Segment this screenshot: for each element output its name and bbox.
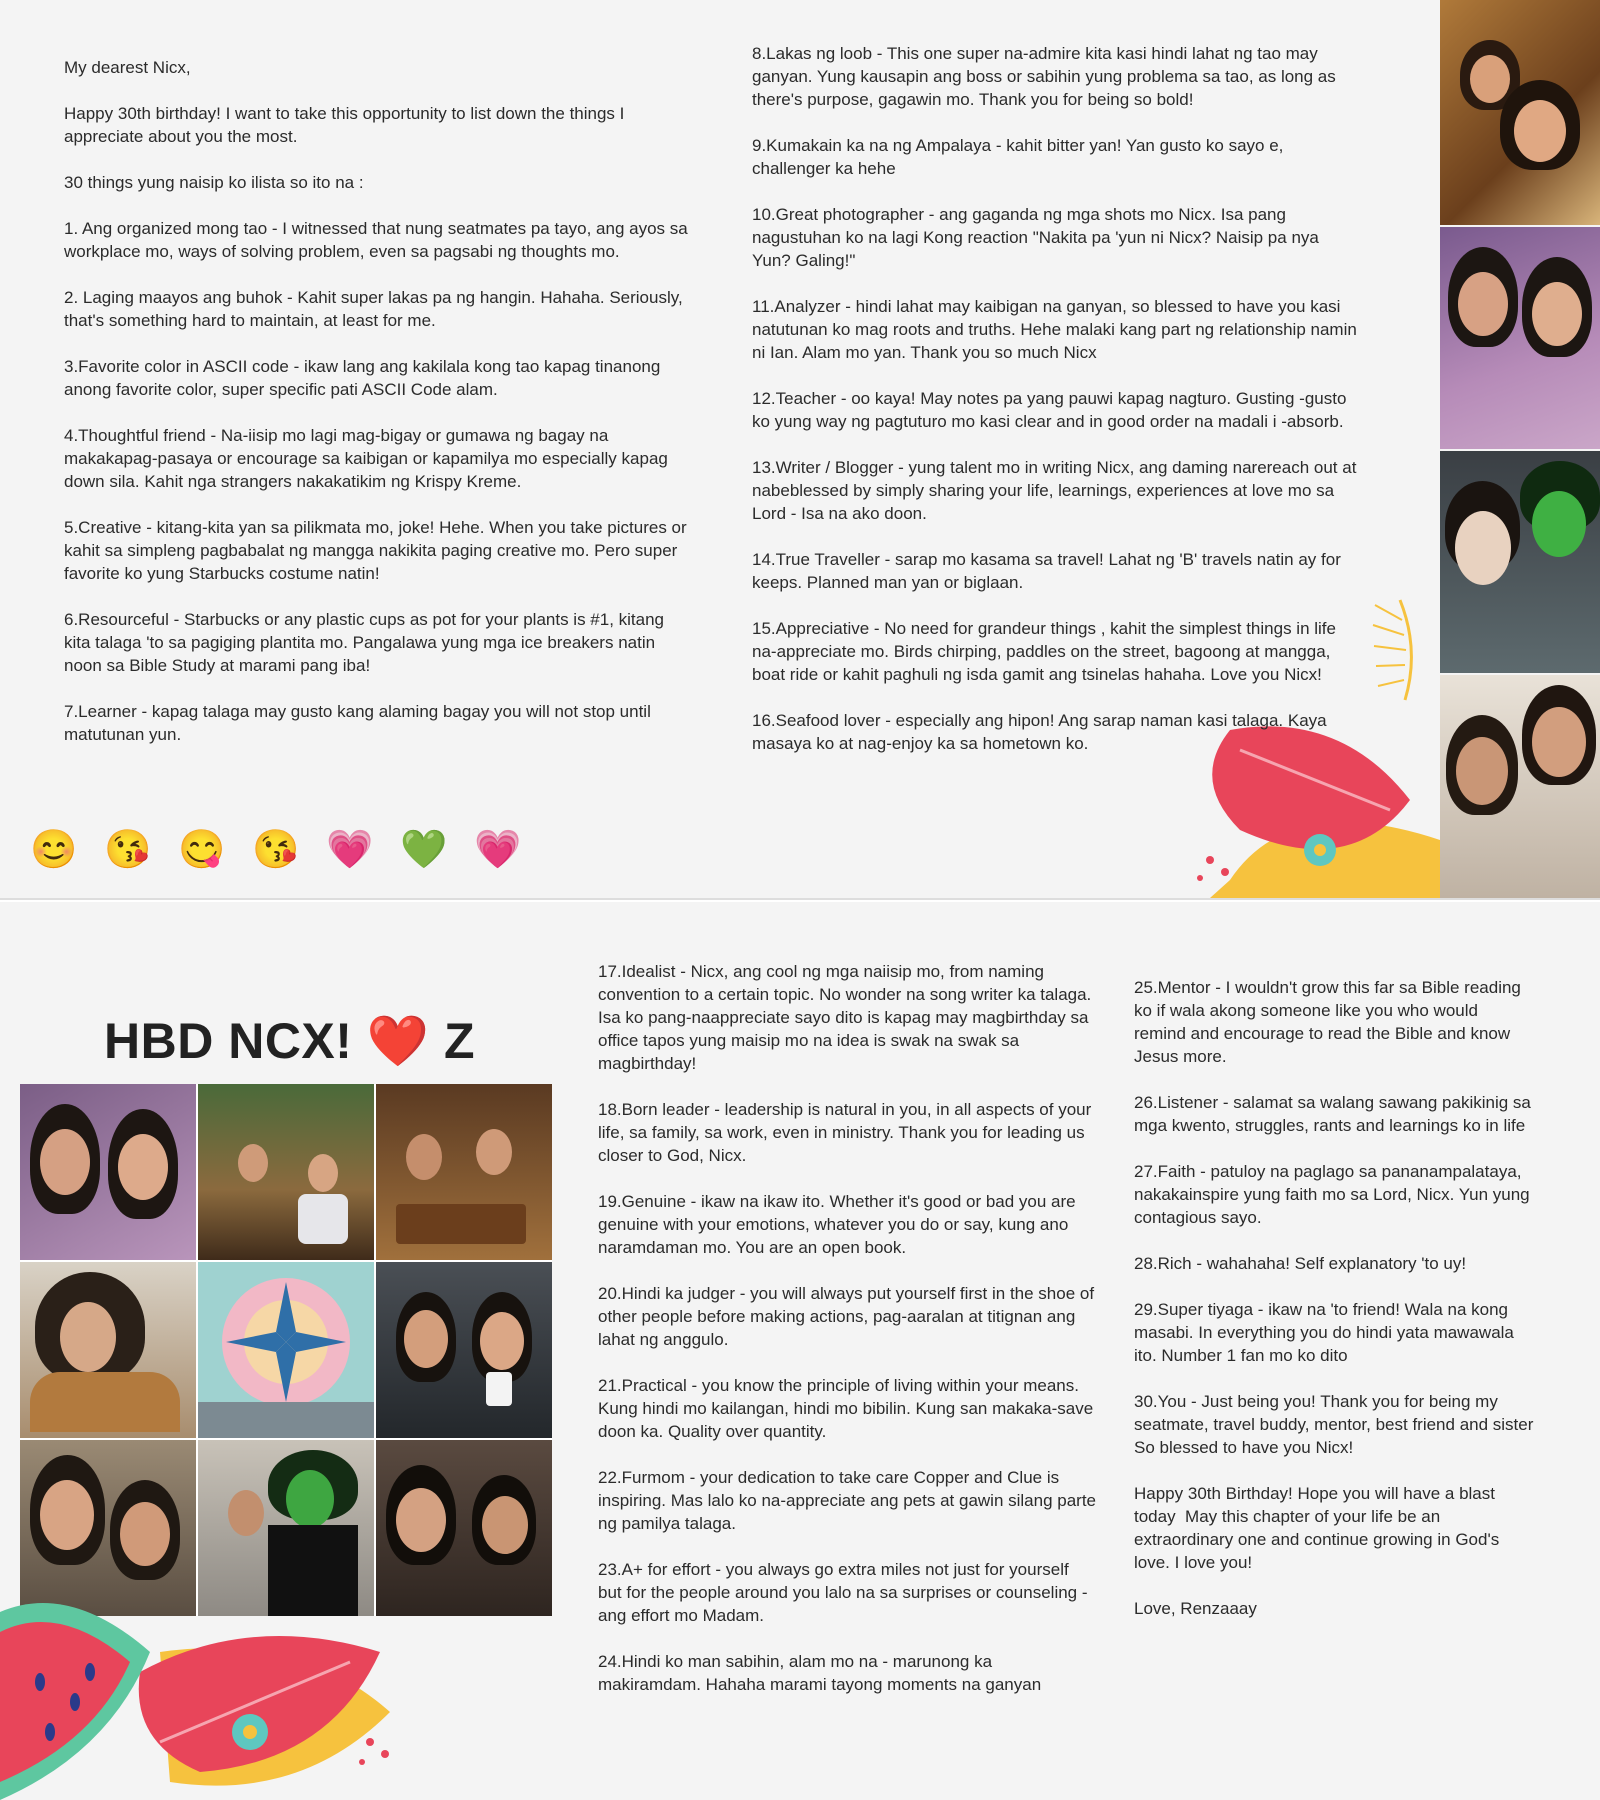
pink-heart-icon: 💗 (326, 829, 374, 871)
letter-paragraph: 27.Faith - patuloy na paglago sa pananampalataya, nakakainspire yung faith mo sa Lord, Nicx. Yun yung contagious sayo. (1134, 1162, 1535, 1227)
yum-emoji-icon: 😋 (178, 829, 226, 871)
kiss-emoji-icon: 😘 (104, 829, 152, 871)
letter-paragraph: 5.Creative - kitang-kita yan sa pilikmata mo, joke! Hehe. When you take pictures or kahit sa simpleng pagbabalat ng mangga nakikita paging creative mo. Pero super favorite ko yung Starbucks costume natin! (64, 518, 692, 583)
letter-paragraph: 22.Furmom - your dedication to take care Copper and Clue is inspiring. Mas lalo ko na-appreciate ang pets at gawin silang parte ng pamilya talaga. (598, 1468, 1101, 1533)
letter-paragraph: 24.Hindi ko man sabihin, alam mo na - marunong ka makiramdam. Hahaha marami tayong moments na ganyan (598, 1652, 1042, 1694)
letter-paragraph: 30 things yung naisip ko ilista so ito na : (64, 173, 364, 192)
letter-paragraph: 14.True Traveller - sarap mo kasama sa travel! Lahat ng 'B' travels natin ay for keeps. Planned man yan or biglaan. (752, 550, 1346, 592)
letter-paragraph: 17.Idealist - Nicx, ang cool ng mga naiisip mo, from naming convention to a certain topic. No wonder na song writer ka talaga. Isa ko pang-naappreciate sayo dito is kapag may magbirthday sa office tapos yung maisip mo na idea is swak na swak sa magbirthday! (598, 962, 1097, 1073)
collage-photo (198, 1440, 374, 1616)
letter-paragraph: 16.Seafood lover - especially ang hipon! Ang sarap naman kasi talaga. Kaya masaya ko at nag-enjoy ka sa hometown ko. (752, 711, 1332, 753)
letter-paragraph: 28.Rich - wahahaha! Self explanatory 'to uy! (1134, 1254, 1467, 1273)
letter-paragraph: 3.Favorite color in ASCII code - ikaw lang ang kakilala kong tao kapag tinanong anong favorite color, super specific pati ASCII Code alam. (64, 357, 666, 399)
collage-photo (20, 1084, 196, 1260)
letter-paragraph: 6.Resourceful - Starbucks or any plastic cups as pot for your plants is #1, kitang kita talaga 'to sa pagiging plantita mo. Pangalawa yung mga ice breakers natin noon sa Bible Study at marami pang iba! (64, 610, 669, 675)
letter-paragraph: 11.Analyzer - hindi lahat may kaibigan na ganyan, so blessed to have you kasi natutunan ko mag roots and truths. Hehe malaki kang part ng relationship namin ni Ian. Alam mo yan. Thank you so much Nicx (752, 297, 1362, 362)
letter-paragraph: 30.You - Just being you! Thank you for being my seatmate, travel buddy, mentor, best friend and sister So blessed to have you Nicx! (1134, 1392, 1543, 1457)
letter-page-2 (0, 902, 1600, 1800)
letter-right-column (1134, 976, 1543, 1643)
kiss-emoji-icon: 😘 (252, 829, 300, 871)
letter-paragraph: Happy 30th Birthday! Hope you will have a blast today May this chapter of your life be an extraordinary one and continue growing in God's love. I love you! (1134, 1484, 1504, 1572)
letter-right-column (752, 42, 1362, 778)
letter-paragraph: 1. Ang organized mong tao - I witnessed that nung seatmates pa tayo, ang ayos sa workplace mo, ways of solving problem, even sa pagsabi ng thoughts mo. (64, 219, 693, 261)
letter-paragraph: 8.Lakas ng loob - This one super na-admire kita kasi hindi lahat ng tao may ganyan. Yung kausapin ang boss or sabihin yung problema sa tao, as long as there's purpose, gagawin mo. Thank you for being so bold! (752, 44, 1341, 109)
letter-paragraph: 20.Hindi ka judger - you will always put yourself first in the shoe of other people before making actions, pag-aaralan at titignan ang lahat ng anggulo. (598, 1284, 1099, 1349)
photo-collage (20, 1084, 552, 1616)
collage-photo (198, 1084, 374, 1260)
letter-paragraph: 19.Genuine - ikaw na ikaw ito. Whether it's good or bad you are genuine with your emotions, whatever you do or say, kung ano naramdaman mo. You are an open book. (598, 1192, 1081, 1257)
green-heart-icon: 💚 (400, 829, 448, 871)
selfie-photo (1440, 0, 1600, 225)
letter-paragraph: 25.Mentor - I wouldn't grow this far sa Bible reading ko if wala akong someone like you who would remind and encourage to read the Bible and know Jesus more. (1134, 978, 1526, 1066)
letter-paragraph: 29.Super tiyaga - ikaw na 'to friend! Wala na kong masabi. In everything you do hindi yata mawawala ito. Number 1 fan mo ko dito (1134, 1300, 1519, 1365)
collage-photo (20, 1262, 196, 1438)
collage-photo (198, 1262, 374, 1438)
selfie-photo (1440, 227, 1600, 449)
letter-paragraph: 10.Great photographer - ang gaganda ng mga shots mo Nicx. Isa pang nagustuhan ko na lagi Kong reaction "Nakita pa 'yun ni Nicx? Naisip pa nya Yun? Galing!" (752, 205, 1324, 270)
letter-paragraph: 13.Writer / Blogger - yung talent mo in writing Nicx, ang daming narereach out at nabeblessed by simply sharing your life, learnings, experiences at love mo sa Lord - Isa na ako doon. (752, 458, 1362, 523)
halloween-photo (1440, 451, 1600, 673)
letter-paragraph: 23.A+ for effort - you always go extra miles not just for yourself but for the people around you lalo na sa surprises or counseling - ang effort mo Madam. (598, 1560, 1093, 1625)
letter-paragraph: 9.Kumakain ka na ng Ampalaya - kahit bitter yan! Yan gusto ko sayo e, challenger ka hehe (752, 136, 1289, 178)
letter-paragraph: 26.Listener - salamat sa walang sawang pakikinig sa mga kwento, struggles, rants and learnings ko in life (1134, 1093, 1536, 1135)
collage-photo (376, 1084, 552, 1260)
letter-paragraph: 18.Born leader - leadership is natural in you, in all aspects of your life, sa family, sa work, even in ministry. Thank you for leading us closer to God, Nicx. (598, 1100, 1097, 1165)
letter-middle-column (598, 960, 1101, 1719)
letter-paragraph: 7.Learner - kapag talaga may gusto kang alaming bagay you will not stop until matutunan yun. (64, 702, 656, 744)
letter-signature: Love, Renzaaay (1134, 1599, 1257, 1618)
smile-emoji-icon: 😊 (30, 829, 78, 871)
selfie-photo (1440, 675, 1600, 898)
letter-paragraph: 4.Thoughtful friend - Na-iisip mo lagi mag-bigay or gumawa ng bagay na makakapag-pasaya or encourage sa kaibigan or kapamilya mo especially kapag down sila. Kahit nga strangers nakakatikim ng Krispy Kreme. (64, 426, 673, 491)
watermelon-decoration (0, 1592, 420, 1800)
collage-photo (376, 1440, 552, 1616)
letter-paragraph: Happy 30th birthday! I want to take this opportunity to list down the things I appreciate about you the most. (64, 104, 630, 146)
collage-photo (376, 1262, 552, 1438)
letter-paragraph: 21.Practical - you know the principle of living within your means. Kung hindi mo kailangan, hindi mo bibilin. Kung san makaka-save doon ka. Quality over quantity. (598, 1376, 1098, 1441)
letter-paragraph: 12.Teacher - oo kaya! May notes pa yang pauwi kapag nagturo. Gusting -gusto ko yung way ng pagtuturo mo kasi clear and in good order na madali i -absorb. (752, 389, 1352, 431)
letter-paragraph: My dearest Nicx, (64, 58, 191, 77)
page-title: HBD NCX! ❤️ Z (104, 1013, 476, 1069)
pink-heart-icon: 💗 (474, 829, 522, 871)
collage-photo (20, 1440, 196, 1616)
letter-paragraph: 2. Laging maayos ang buhok - Kahit super lakas pa ng hangin. Hahaha. Seriously, that's something hard to maintain, at least for me. (64, 288, 688, 330)
letter-paragraph: 15.Appreciative - No need for grandeur things , kahit the simplest things in life na-appreciate mo. Birds chirping, paddles on the street, bagoong at mangga, boat ride or kahit paghuli ng isda gamit ang tsinelas hahaha. Love you Nicx! (752, 619, 1341, 684)
letter-left-column (64, 56, 694, 769)
